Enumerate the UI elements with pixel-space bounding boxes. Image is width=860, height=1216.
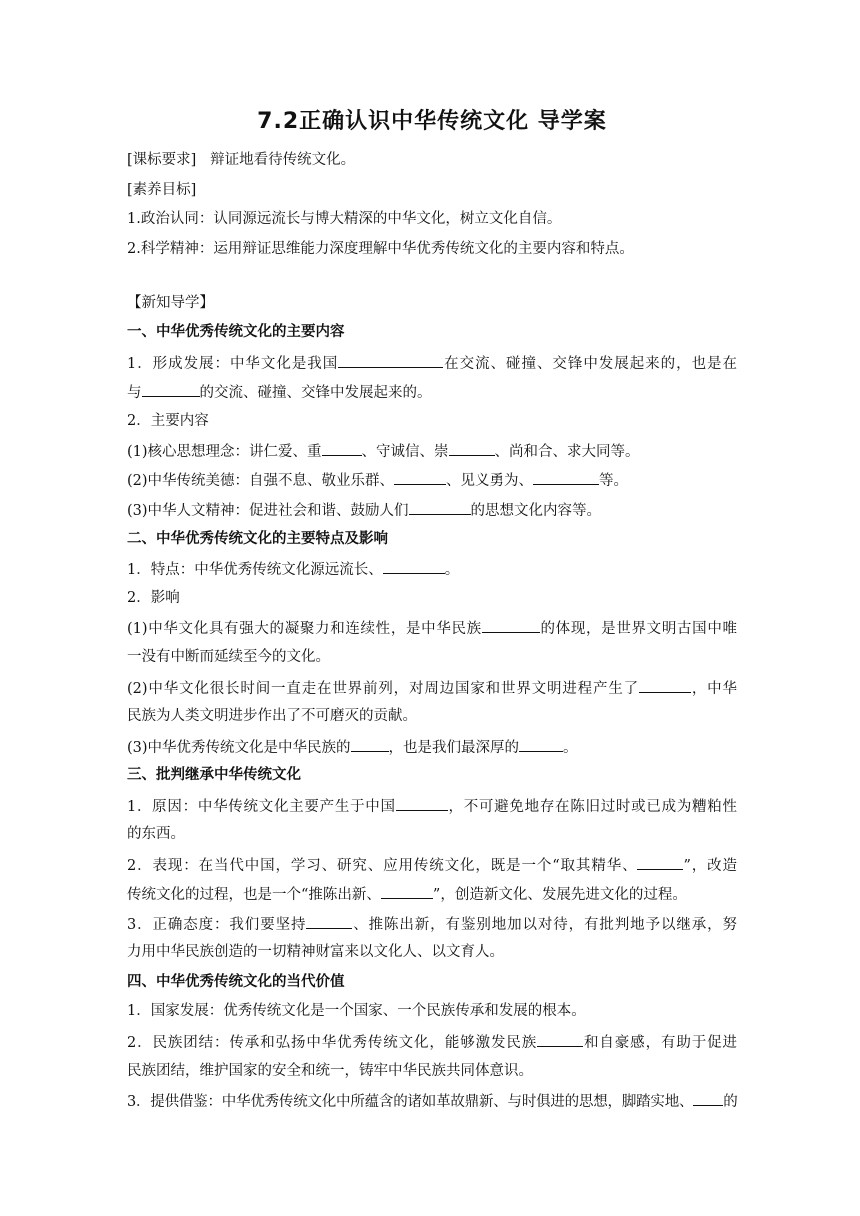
fill-blank[interactable] — [409, 499, 471, 515]
text-line: (1)核心思想理念：讲仁爱、重 、守诚信、崇 、尚和合、求大同等。 — [127, 440, 737, 462]
fill-blank[interactable] — [693, 1090, 723, 1106]
fill-blank[interactable] — [639, 677, 691, 693]
fill-blank[interactable] — [351, 736, 389, 752]
fill-blank[interactable] — [449, 440, 495, 456]
text-line: 2．主要内容 — [127, 413, 209, 429]
text-line: 2．影响 — [127, 590, 180, 606]
section-heading: 一、中华优秀传统文化的主要内容 — [127, 324, 345, 340]
literacy-label: [素养目标] — [127, 182, 197, 198]
fill-blank[interactable] — [322, 440, 362, 456]
curriculum-line — [127, 150, 737, 170]
text-line: 传统文化的过程，也是一个“推陈出新、 ”，创造新文化、发展先进文化的过程。 — [127, 883, 737, 905]
text-line: (2)中华传统美德：自强不息、敬业乐群、 、见义勇为、 等。 — [127, 469, 737, 491]
text-line: (1)中华文化具有强大的凝聚力和连续性，是中华民族 的体现，是世界文明古国中唯 — [127, 617, 737, 639]
text-line: 3．提供借鉴：中华优秀传统文化中所蕴含的诸如革故鼎新、与时俱进的思想，脚踏实地、 的 — [127, 1090, 737, 1112]
text-line: (3)中华人文精神：促进社会和谐、鼓励人们 的思想文化内容等。 — [127, 499, 737, 521]
fill-blank[interactable] — [482, 617, 540, 633]
text-line: 2．民族团结：传承和弘扬中华优秀传统文化，能够激发民族 和自豪感，有助于促进 — [127, 1031, 737, 1053]
text-line: 力用中华民族创造的一切精神财富来以文化人、以文育人。 — [127, 944, 504, 960]
text-line: 1．形成发展：中华文化是我国 在交流、碰撞、交锋中发展起来的，也是在 — [127, 352, 737, 374]
fill-blank[interactable] — [537, 1031, 583, 1047]
literacy-item: 2.科学精神：运用辩证思维能力深度理解中华优秀传统文化的主要内容和特点。 — [127, 241, 634, 257]
text-line: 与 的交流、碰撞、交锋中发展起来的。 — [127, 381, 737, 403]
literacy-item: 1.政治认同：认同源远流长与博大精深的中华文化，树立文化自信。 — [127, 211, 562, 227]
fill-blank[interactable] — [338, 352, 443, 368]
curriculum-text: 辩证地看待传统文化。 — [210, 152, 356, 168]
text-line: 1．原因：中华传统文化主要产生于中国 ，不可避免地存在陈旧过时或已成为糟粕性 — [127, 795, 737, 817]
text-line: 民族团结，维护国家的安全和统一，铸牢中华民族共同体意识。 — [127, 1063, 533, 1079]
fill-blank[interactable] — [381, 883, 433, 899]
curriculum-label: [课标要求] — [127, 152, 197, 168]
section-heading: 二、中华优秀传统文化的主要特点及影响 — [127, 531, 388, 547]
text-line: (3)中华优秀传统文化是中华民族的 ，也是我们最深厚的 。 — [127, 736, 737, 758]
fill-blank[interactable] — [306, 913, 352, 929]
text-line: 民族为人类文明进步作出了不可磨灭的贡献。 — [127, 708, 417, 724]
fill-blank[interactable] — [383, 558, 445, 574]
text-line: 1．国家发展：优秀传统文化是一个国家、一个民族传承和发展的根本。 — [127, 1003, 586, 1019]
fill-blank[interactable] — [396, 795, 448, 811]
fill-blank[interactable] — [394, 469, 446, 485]
text-line: (2)中华文化很长时间一直走在世界前列，对周边国家和世界文明进程产生了 ，中华 — [127, 677, 737, 699]
text-line: 一没有中断而延续至今的文化。 — [127, 649, 330, 665]
text-line: 1．特点：中华优秀传统文化源远流长、 。 — [127, 558, 737, 580]
section-heading: 三、批判继承中华传统文化 — [127, 767, 301, 783]
text-line: 的东西。 — [127, 826, 185, 842]
page-title: 7.2正确认识中华传统文化 导学案 — [257, 109, 607, 134]
fill-blank[interactable] — [142, 381, 200, 397]
text-line: 2．表现：在当代中国，学习、研究、应用传统文化，既是一个“取其精华、 ”，改造 — [127, 854, 737, 876]
fill-blank[interactable] — [519, 736, 563, 752]
text-line: 3．正确态度：我们要坚持 、推陈出新，有鉴别地加以对待，有批判地予以继承，努 — [127, 913, 737, 935]
fill-blank[interactable] — [637, 854, 683, 870]
section-heading: 四、中华优秀传统文化的当代价值 — [127, 974, 345, 990]
section-tag: 【新知导学】 — [127, 295, 214, 311]
fill-blank[interactable] — [533, 469, 599, 485]
